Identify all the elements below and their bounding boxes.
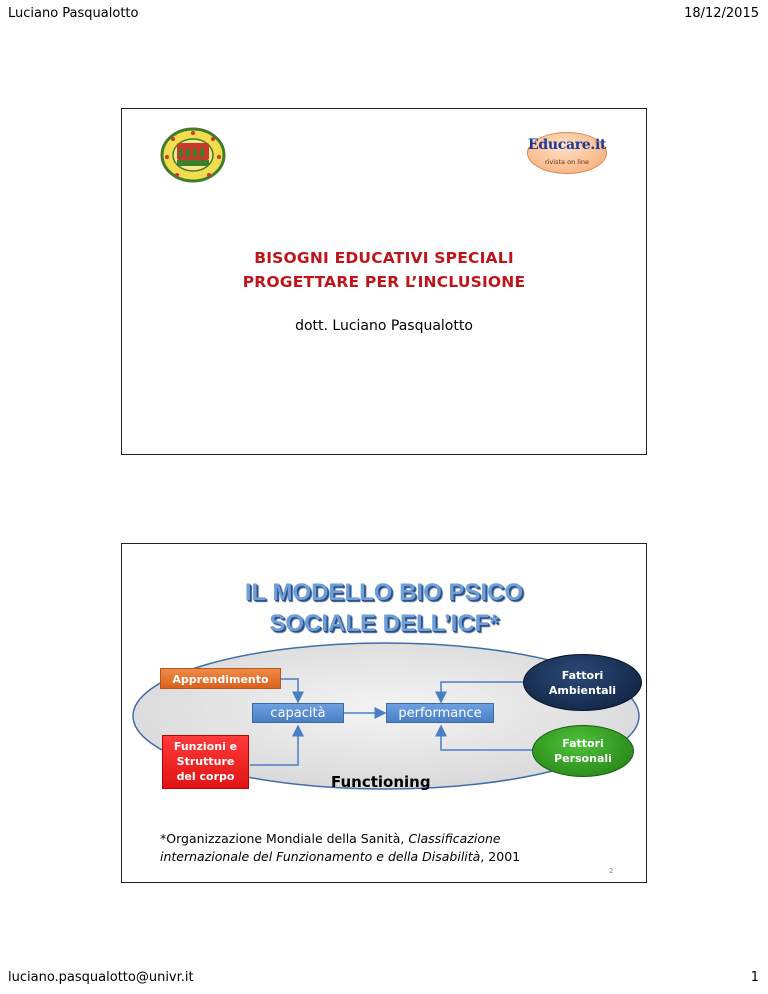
apprendimento-box: Apprendimento	[160, 668, 281, 689]
icf-diagram	[130, 642, 642, 804]
page-footer-number: 1	[750, 970, 759, 985]
functioning-label: Functioning	[331, 773, 431, 791]
fattori-ambientali-node	[523, 654, 642, 711]
slide-1-title-line-2: PROGETTARE PER L’INCLUSIONE	[242, 273, 526, 291]
fattori-personali-line-1: Fattori	[562, 737, 604, 750]
page-header-date: 18/12/2015	[684, 6, 759, 21]
slide-2-footnote	[160, 830, 580, 866]
fattori-personali-node	[532, 725, 634, 777]
university-seal-logo	[159, 127, 227, 183]
slide-2	[121, 543, 647, 883]
fattori-ambientali-line-2: Ambientali	[548, 683, 617, 697]
footnote-prefix: *Organizzazione Mondiale della Sanità,	[160, 831, 409, 846]
page-footer-email: luciano.pasqualotto@univr.it	[8, 970, 194, 985]
performance-box: performance	[386, 703, 494, 723]
funzioni-line-3: del corpo	[176, 770, 235, 783]
slide-1-presenter: dott. Luciano Pasqualotto	[295, 318, 473, 334]
fattori-personali-line-2: Personali	[554, 752, 612, 765]
footnote-suffix: , 2001	[480, 849, 521, 864]
educare-logo-text: Educare.it	[528, 137, 607, 153]
capacita-box: capacità	[252, 703, 344, 723]
funzioni-line-1: Funzioni e	[173, 740, 238, 753]
funzioni-line-2: Strutture	[176, 755, 235, 768]
slide-2-title-line-2: SOCIALE DELL’ICF*	[269, 610, 499, 637]
funzioni-strutture-box	[162, 735, 249, 789]
footnote-italic-2: internazionale del Funzionamento e della Disabilità	[160, 849, 481, 864]
footnote-italic-1: Classificazione	[408, 831, 501, 846]
slide-1	[121, 108, 647, 455]
slide-2-number: 2	[609, 867, 614, 875]
educare-logo-subtext: rivista on line	[544, 158, 589, 166]
slide-2-title-line-1: IL MODELLO BIO PSICO	[244, 579, 524, 606]
page-header-author: Luciano Pasqualotto	[8, 6, 139, 21]
slide-1-title-line-1: BISOGNI EDUCATIVI SPECIALI	[254, 249, 514, 267]
educare-logo	[527, 132, 607, 174]
fattori-ambientali-line-1: Fattori	[561, 668, 604, 682]
